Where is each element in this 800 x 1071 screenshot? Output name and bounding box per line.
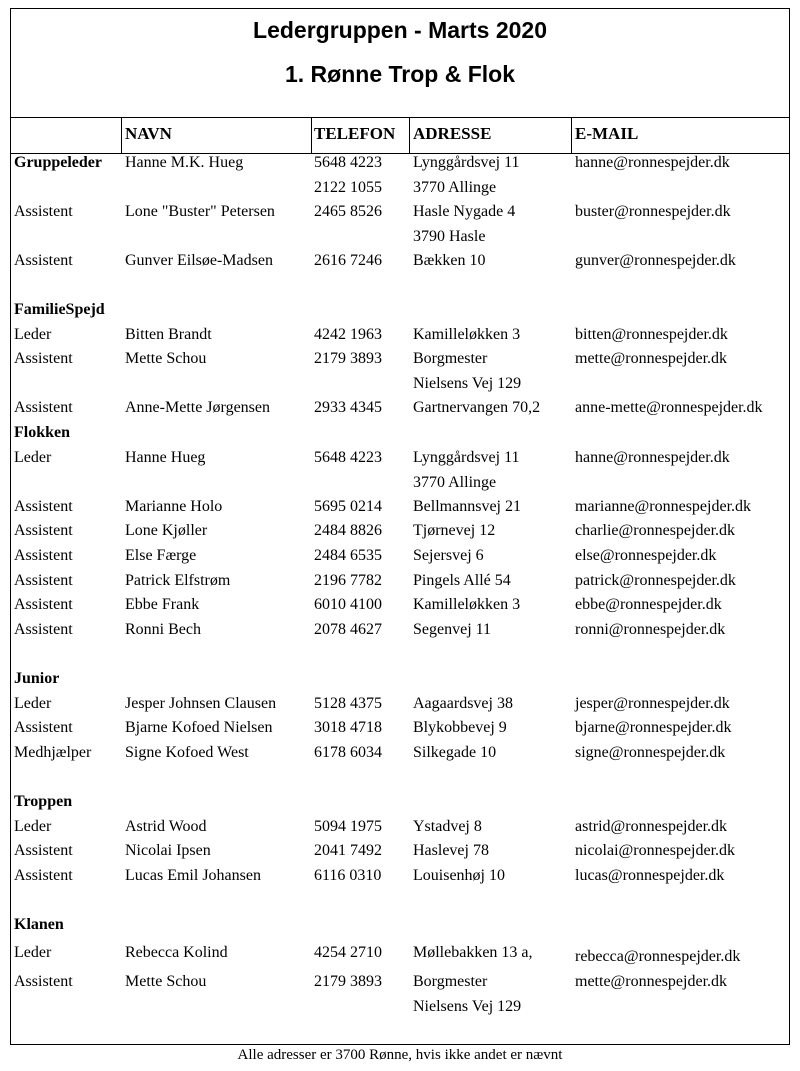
email-cell: signe@ronnespejder.dk bbox=[575, 744, 726, 761]
name-cell: Marianne Holo bbox=[125, 498, 223, 515]
table-row bbox=[11, 495, 789, 519]
role-cell: Assistent bbox=[14, 498, 73, 515]
header-top-rule bbox=[11, 117, 789, 118]
role-cell: Gruppeleder bbox=[14, 154, 102, 171]
footer-note: Alle adresser er 3700 Rønne, hvis ikke andet er nævnt bbox=[237, 1047, 563, 1063]
table-row bbox=[11, 200, 789, 245]
table-row bbox=[11, 692, 789, 716]
address-cell: Gartnervangen 70,2 bbox=[413, 399, 541, 416]
email-cell: else@ronnespejder.dk bbox=[575, 547, 717, 564]
table-row bbox=[11, 519, 789, 543]
role-cell: Leder bbox=[14, 449, 52, 466]
email-cell: nicolai@ronnespejder.dk bbox=[575, 842, 736, 859]
role-cell: Assistent bbox=[14, 596, 73, 613]
address-cell: Sejersvej 6 bbox=[413, 547, 484, 564]
phone-cell: 6116 0310 bbox=[314, 867, 382, 884]
name-cell: Hanne Hueg bbox=[125, 449, 206, 466]
email-cell: ronni@ronnespejder.dk bbox=[575, 621, 726, 638]
name-cell: Lucas Emil Johansen bbox=[125, 867, 261, 884]
table-row bbox=[11, 446, 789, 491]
role-cell: Assistent bbox=[14, 252, 73, 269]
address-cell: Bækken 10 bbox=[413, 252, 486, 269]
address-cell: Silkegade 10 bbox=[413, 744, 497, 761]
header-divider bbox=[409, 117, 410, 154]
phone-cell: 4242 1963 bbox=[314, 326, 382, 343]
contact-sheet bbox=[10, 8, 790, 1045]
address-cell: Borgmester bbox=[413, 973, 488, 990]
email-cell: buster@ronnespejder.dk bbox=[575, 203, 731, 220]
table-row bbox=[11, 716, 789, 740]
email-cell: ebbe@ronnespejder.dk bbox=[575, 596, 722, 613]
email-cell: bitten@ronnespejder.dk bbox=[575, 326, 728, 343]
name-cell: Else Færge bbox=[125, 547, 197, 564]
email-cell: bjarne@ronnespejder.dk bbox=[575, 719, 732, 736]
table-row bbox=[11, 741, 789, 765]
name-cell: Jesper Johnsen Clausen bbox=[125, 695, 277, 712]
role-cell: Assistent bbox=[14, 399, 73, 416]
section-heading: Junior bbox=[14, 670, 60, 687]
phone-cell: 2196 7782 bbox=[314, 572, 382, 589]
role-cell: Leder bbox=[14, 695, 52, 712]
address-cell: Haslevej 78 bbox=[413, 842, 489, 859]
name-cell: Signe Kofoed West bbox=[125, 744, 249, 761]
address-cell: Bellmannsvej 21 bbox=[413, 498, 521, 515]
phone-cell: 6010 4100 bbox=[314, 596, 382, 613]
address-cell: Louisenhøj 10 bbox=[413, 867, 505, 884]
phone-cell: 5128 4375 bbox=[314, 695, 382, 712]
address-cell: Hasle Nygade 4 bbox=[413, 203, 516, 220]
name-cell: Hanne M.K. Hueg bbox=[125, 154, 244, 171]
address-cell: Lynggårdsvej 11 bbox=[413, 154, 520, 171]
phone-cell: 2041 7492 bbox=[314, 842, 382, 859]
phone-cell: 5648 4223 bbox=[314, 449, 382, 466]
address-cell: Blykobbevej 9 bbox=[413, 719, 507, 736]
email-cell: lucas@ronnespejder.dk bbox=[575, 867, 725, 884]
email-cell: marianne@ronnespejder.dk bbox=[575, 498, 752, 515]
email-cell: astrid@ronnespejder.dk bbox=[575, 818, 728, 835]
phone-cell: 6178 6034 bbox=[314, 744, 382, 761]
role-cell: Assistent bbox=[14, 842, 73, 859]
address-cell: Borgmester bbox=[413, 350, 488, 367]
email-cell: rebecca@ronnespejder.dk bbox=[575, 948, 741, 965]
header-divider bbox=[121, 117, 122, 154]
address-cell: Aagaardsvej 38 bbox=[413, 695, 513, 712]
address-cell: Møllebakken 13 a, bbox=[413, 944, 533, 961]
table-row bbox=[11, 569, 789, 593]
address-cell: Lynggårdsvej 11 bbox=[413, 449, 520, 466]
role-cell: Assistent bbox=[14, 621, 73, 638]
name-cell: Gunver Eilsøe-Madsen bbox=[125, 252, 273, 269]
role-cell: Assistent bbox=[14, 572, 73, 589]
table-row bbox=[11, 544, 789, 568]
name-cell: Anne-Mette Jørgensen bbox=[125, 399, 270, 416]
table-row bbox=[11, 249, 789, 273]
name-cell: Lone "Buster" Petersen bbox=[125, 203, 275, 220]
phone-cell: 2933 4345 bbox=[314, 399, 382, 416]
column-header-email: E-MAIL bbox=[575, 124, 639, 143]
email-cell: patrick@ronnespejder.dk bbox=[575, 572, 736, 589]
name-cell: Bitten Brandt bbox=[125, 326, 212, 343]
name-cell: Mette Schou bbox=[125, 350, 207, 367]
table-row bbox=[11, 618, 789, 642]
page-subtitle: 1. Rønne Trop & Flok bbox=[284, 61, 515, 87]
name-cell: Mette Schou bbox=[125, 973, 207, 990]
address-cell: Kamilleløkken 3 bbox=[413, 326, 521, 343]
table-row bbox=[11, 864, 789, 888]
role-cell: Leder bbox=[14, 326, 52, 343]
address-cell: 3770 Allinge bbox=[413, 178, 497, 196]
name-cell: Bjarne Kofoed Nielsen bbox=[125, 719, 273, 736]
phone-cell: 2078 4627 bbox=[314, 621, 382, 638]
address-cell: Tjørnevej 12 bbox=[413, 522, 496, 539]
address-cell: 3770 Allinge bbox=[413, 473, 497, 491]
address-cell: Pingels Allé 54 bbox=[413, 572, 511, 589]
phone-cell: 3018 4718 bbox=[314, 719, 382, 736]
table-row bbox=[11, 396, 789, 420]
table-row bbox=[11, 815, 789, 839]
phone-cell: 2616 7246 bbox=[314, 252, 382, 269]
column-header-address: ADRESSE bbox=[413, 124, 492, 143]
phone-cell: 2179 3893 bbox=[314, 973, 382, 990]
name-cell: Ebbe Frank bbox=[125, 596, 200, 613]
role-cell: Assistent bbox=[14, 867, 73, 884]
phone-cell: 2179 3893 bbox=[314, 350, 382, 367]
address-cell: 3790 Hasle bbox=[413, 227, 486, 245]
email-cell: hanne@ronnespejder.dk bbox=[575, 449, 730, 466]
email-cell: gunver@ronnespejder.dk bbox=[575, 252, 736, 269]
section-heading: Klanen bbox=[14, 916, 64, 933]
role-cell: Assistent bbox=[14, 350, 73, 367]
name-cell: Ronni Bech bbox=[125, 621, 201, 638]
address-cell: Kamilleløkken 3 bbox=[413, 596, 521, 613]
role-cell: Assistent bbox=[14, 203, 73, 220]
phone-cell: 5695 0214 bbox=[314, 498, 382, 515]
phone-cell: 2122 1055 bbox=[314, 178, 382, 196]
phone-cell: 2465 8526 bbox=[314, 203, 382, 220]
role-cell: Assistent bbox=[14, 522, 73, 539]
name-cell: Patrick Elfstrøm bbox=[125, 572, 231, 589]
name-cell: Lone Kjøller bbox=[125, 522, 208, 539]
name-cell: Nicolai Ipsen bbox=[125, 842, 211, 859]
table-row bbox=[11, 347, 789, 392]
email-cell: charlie@ronnespejder.dk bbox=[575, 522, 736, 539]
address-cell: Nielsens Vej 129 bbox=[413, 374, 522, 392]
role-cell: Assistent bbox=[14, 719, 73, 736]
address-cell: Nielsens Vej 129 bbox=[413, 997, 522, 1015]
email-cell: hanne@ronnespejder.dk bbox=[575, 154, 730, 171]
role-cell: Leder bbox=[14, 818, 52, 835]
address-cell: Ystadvej 8 bbox=[413, 818, 482, 835]
table-row bbox=[11, 941, 789, 965]
name-cell: Rebecca Kolind bbox=[125, 944, 228, 961]
table-row bbox=[11, 151, 789, 196]
table-row bbox=[11, 839, 789, 863]
header-divider bbox=[571, 117, 572, 154]
phone-cell: 5648 4223 bbox=[314, 154, 382, 171]
address-cell: Segenvej 11 bbox=[413, 621, 492, 638]
table-row bbox=[11, 323, 789, 347]
section-heading: FamilieSpejd bbox=[14, 301, 105, 318]
section-heading: Flokken bbox=[14, 424, 71, 441]
column-header-name: NAVN bbox=[125, 124, 172, 143]
table-row bbox=[11, 593, 789, 617]
phone-cell: 4254 2710 bbox=[314, 944, 382, 961]
phone-cell: 5094 1975 bbox=[314, 818, 382, 835]
email-cell: jesper@ronnespejder.dk bbox=[575, 695, 730, 712]
role-cell: Leder bbox=[14, 944, 52, 961]
phone-cell: 2484 8826 bbox=[314, 522, 382, 539]
table-row bbox=[11, 970, 789, 1015]
page-title: Ledergruppen - Marts 2020 bbox=[253, 17, 547, 43]
section-heading: Troppen bbox=[14, 793, 73, 810]
role-cell: Assistent bbox=[14, 973, 73, 990]
email-cell: mette@ronnespejder.dk bbox=[575, 973, 728, 990]
role-cell: Medhjælper bbox=[14, 744, 92, 761]
email-cell: mette@ronnespejder.dk bbox=[575, 350, 728, 367]
email-cell: anne-mette@ronnespejder.dk bbox=[575, 399, 763, 416]
header-divider bbox=[311, 117, 312, 154]
phone-cell: 2484 6535 bbox=[314, 547, 382, 564]
name-cell: Astrid Wood bbox=[125, 818, 207, 835]
role-cell: Assistent bbox=[14, 547, 73, 564]
column-header-phone: TELEFON bbox=[314, 124, 396, 143]
